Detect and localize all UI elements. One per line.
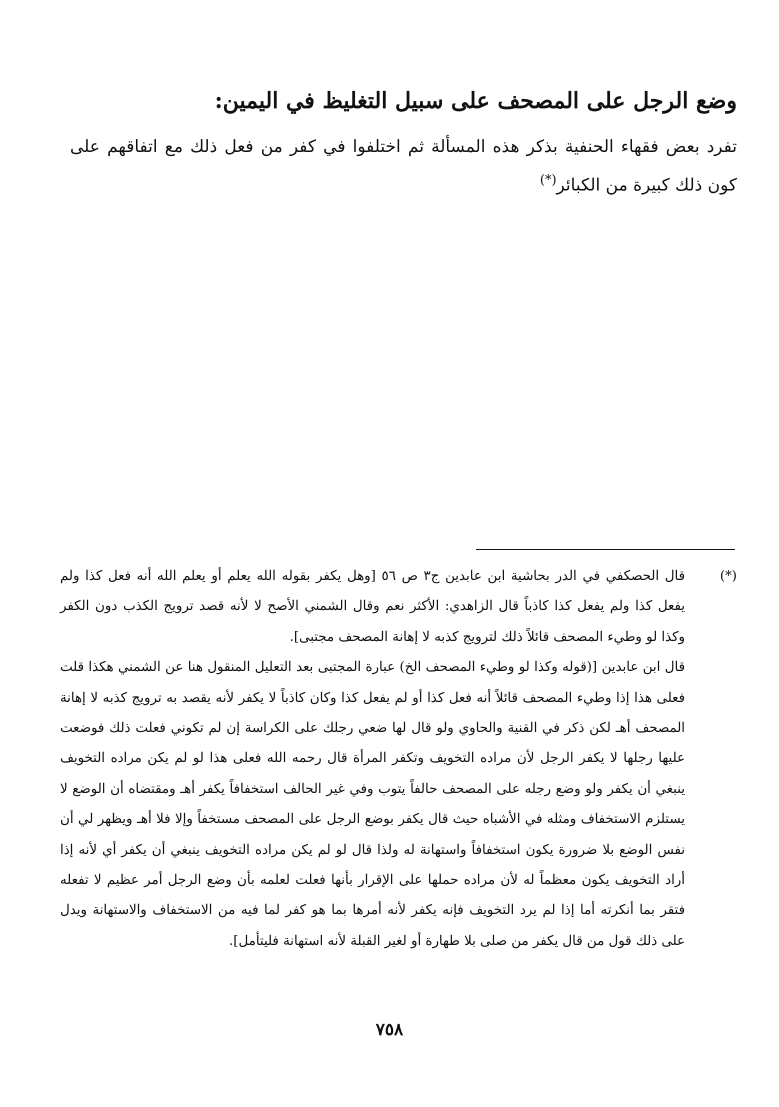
body-paragraph <box>70 130 737 203</box>
section-heading: وضع الرجل على المصحف على سبيل التغليظ في اليمين: <box>214 88 737 114</box>
body-text: تفرد بعض فقهاء الحنفية بذكر هذه المسألة ثم اختلفوا في كفر من فعل ذلك مع اتفاقهم على كون ذلك كبيرة من الكبائر <box>70 137 737 196</box>
footnote-text-1: قال الحصكفي في الدر بحاشية ابن عابدين ج٣ ص ٥٦ [وهل يكفر بقوله الله يعلم أو يعلم الله أنه فعل كذا ولم يفعل كذا ولم يفعل كذا كاذباً قال الزاهدي: الأكثر نعم وقال الشمني الأصح لا لأنه قصد ترويج الكذب دون الكفر وكذا لو وطيء المصحف قائلاً ذلك لترويج كذبه لا إهانة المصحف مجتبى]. <box>60 569 686 645</box>
footnote-text-2: قال ابن عابدين [(قوله وكذا لو وطيء المصحف الخ) عبارة المجتبى بعد التعليل المنقول هنا عن الشمني هكذا قلت فعلى هذا إذا وطيء المصحف قائلاً أنه فعل كذا أو لم يفعل كذا وكان كاذباً لا يكفر لأنه يقصد به ترويج كذبه لا إهانة المصحف أهـ لكن ذكر في القنية والحاوي ولو قال لها ضعي رجلك على الكراسة إن لم تكوني فعلت ذلك فوضعت عليها رجلها لا يكفر الرجل لأن مراده التخويف وتكفر المرأة قال رحمه الله فعلى هذا لو لم يكن مراده التخويف ينبغي أن يكفر ولو وضع رجله على المصحف حالفاً يتوب وفي غير الحالف استخفافاً يكفر أهـ ومقتضاه أن الوضع لا يستلزم الاستخفاف ومثله في الأشباه حيث قال يكفر بوضع الرجل على المصحف مستخفاً وإلا فلا أهـ ويظهر لي أن نفس الوضع بلا ضرورة يكون استخفافاً واستهانة له ولذا قال لو لم يكن مراده التخويف ينبغي أن يكفر أي لأنه إذا أراد التخويف يكون معظماً له لأن مراده حملها على الإقرار بأنها فعلت لعلمه بأن وضع الرجل أمر عظيم لا تفعله فتقر بما أنكرته أما إذا لم يرد التخويف فإنه يكفر لأنه أمرها بما هو كفر لما فيه من الاستخفاف والاستهانة ويدل على ذلك قول من قال يكفر من صلى بلا طهارة أو لغير القبلة لأنه استهانة فليتأمل]. <box>60 660 685 949</box>
footnote-marker: (*) <box>719 569 737 584</box>
footnote-paragraph-2 <box>60 653 737 957</box>
footnote-reference: (*) <box>539 173 557 188</box>
footnote-separator <box>476 549 735 550</box>
page-number: ٧٥٨ <box>375 1020 404 1040</box>
footnote-section <box>60 562 737 957</box>
footnote-paragraph-1 <box>60 562 737 653</box>
